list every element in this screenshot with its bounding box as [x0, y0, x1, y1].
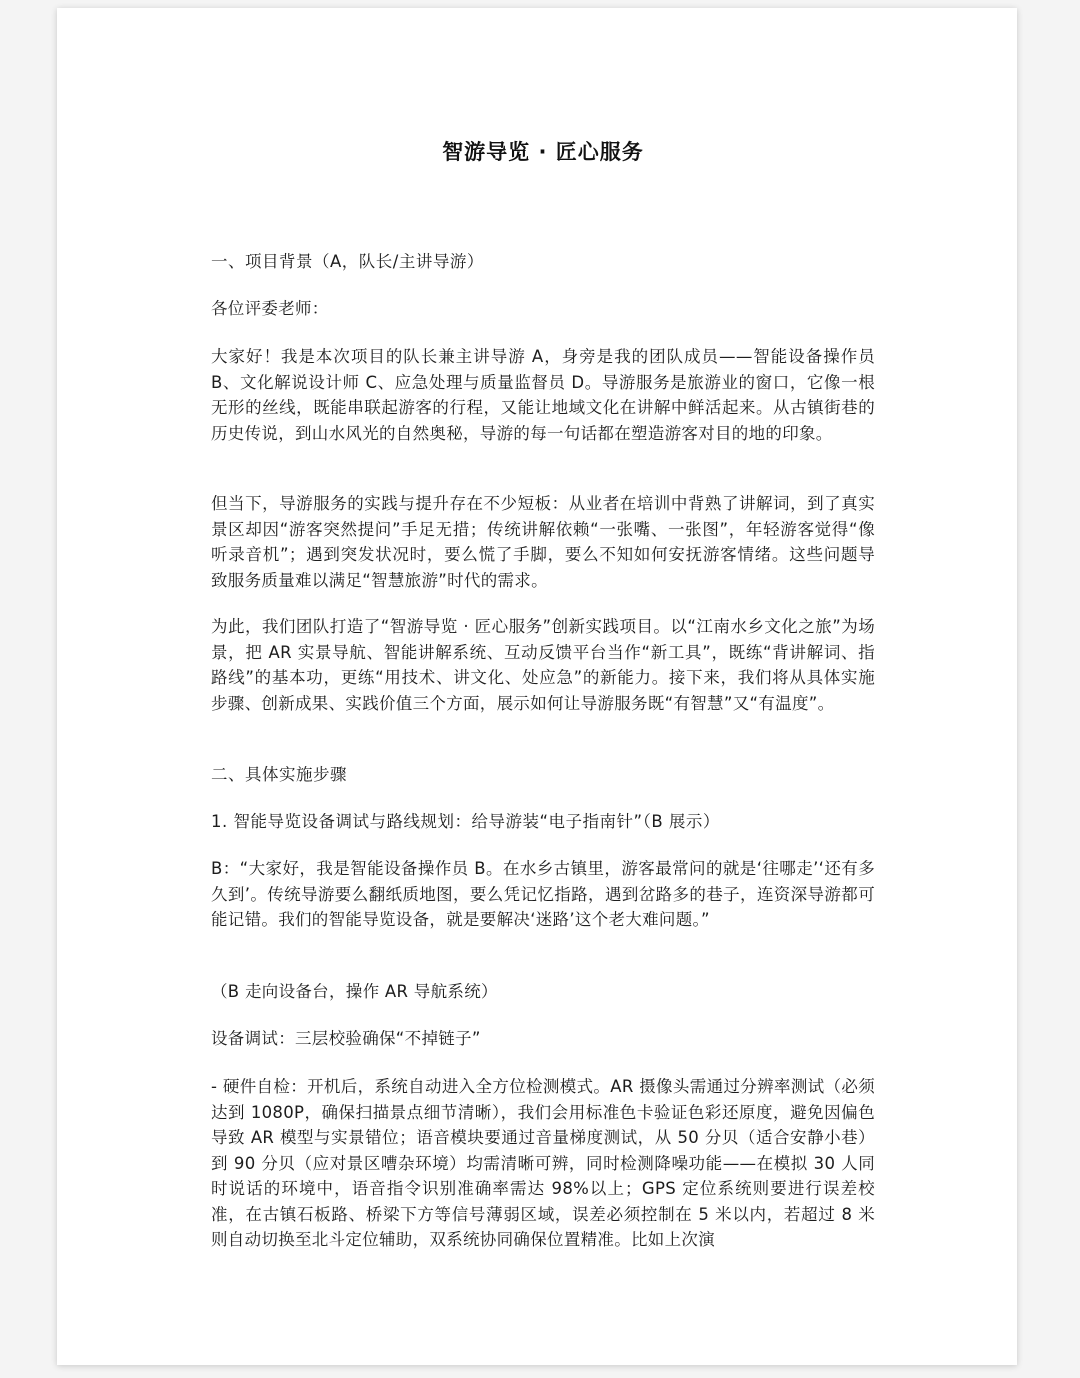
problem-paragraph: 但当下，导游服务的实践与提升存在不少短板：从业者在培训中背熟了讲解词，到了真实景区却因“游客突然提问”手足无措；传统讲解依赖“一张嘴、一张图”，年轻游客觉得“像听录音机”；遇到突发状况时，要么慌了手脚，要么不知如何安抚游客情绪。这些问题导致服务质量难以满足“智慧旅游”时代的需求。	[211, 494, 875, 590]
hardware-check-paragraph: - 硬件自检：开机后，系统自动进入全方位检测模式。AR 摄像头需通过分辨率测试（必须达到 1080P，确保扫描景点细节清晰），我们会用标准色卡验证色彩还原度，避免因偏色导致 AR 模型与实景错位；语音模块要通过音量梯度测试，从 50 分贝（适合安静小巷）到 90 分贝（应对景区嘈杂环境）均需清晰可辨，同时检测降噪功能——在模拟 30 人同时说话的环境中，语音指令识别准确率需达 98%以上；GPS 定位系统则要进行误差校准，在古镇石板路、桥梁下方等信号薄弱区域，误差必须控制在 5 米以内，若超过 8 米则自动切换至北斗定位辅助，双系统协同确保位置精准。比如上次演	[211, 1077, 875, 1249]
section-heading-steps: 二、具体实施步骤	[211, 765, 347, 784]
subheading: 设备调试：三层校验确保“不掉链子”	[211, 1029, 481, 1048]
document-title: 智游导览 · 匠心服务	[442, 140, 644, 164]
document-page[interactable]	[57, 8, 1017, 1365]
project-paragraph: 为此，我们团队打造了“智游导览 · 匠心服务”创新实践项目。以“江南水乡文化之旅”为场景，把 AR 实景导航、智能讲解系统、互动反馈平台当作“新工具”，既练“背讲解词、指路线”的基本功，更练“用技术、讲文化、处应急”的新能力。接下来，我们将从具体实施步骤、创新成果、实践价值三个方面，展示如何让导游服务既“有智慧”又“有温度”。	[211, 617, 875, 713]
stage-direction: （B 走向设备台，操作 AR 导航系统）	[211, 982, 498, 1001]
step-heading: 1. 智能导览设备调试与路线规划：给导游装“电子指南针”（B 展示）	[211, 812, 720, 831]
speaker-b-paragraph: B：“大家好，我是智能设备操作员 B。在水乡古镇里，游客最常问的就是‘往哪走’‘还有多久到’。传统导游要么翻纸质地图，要么凭记忆指路，遇到岔路多的巷子，连资深导游都可能记错。我们的智能导览设备，就是要解决‘迷路’这个老大难问题。”	[211, 859, 875, 929]
greeting-paragraph: 各位评委老师：	[211, 299, 329, 318]
section-heading-background: 一、项目背景（A，队长/主讲导游）	[211, 252, 484, 271]
intro-paragraph: 大家好！我是本次项目的队长兼主讲导游 A，身旁是我的团队成员——智能设备操作员 B、文化解说设计师 C、应急处理与质量监督员 D。导游服务是旅游业的窗口，它像一根无形的丝线，既能串联起游客的行程，又能让地域文化在讲解中鲜活起来。从古镇街巷的历史传说，到山水风光的自然奥秘，导游的每一句话都在塑造游客对目的地的印象。	[211, 347, 875, 443]
